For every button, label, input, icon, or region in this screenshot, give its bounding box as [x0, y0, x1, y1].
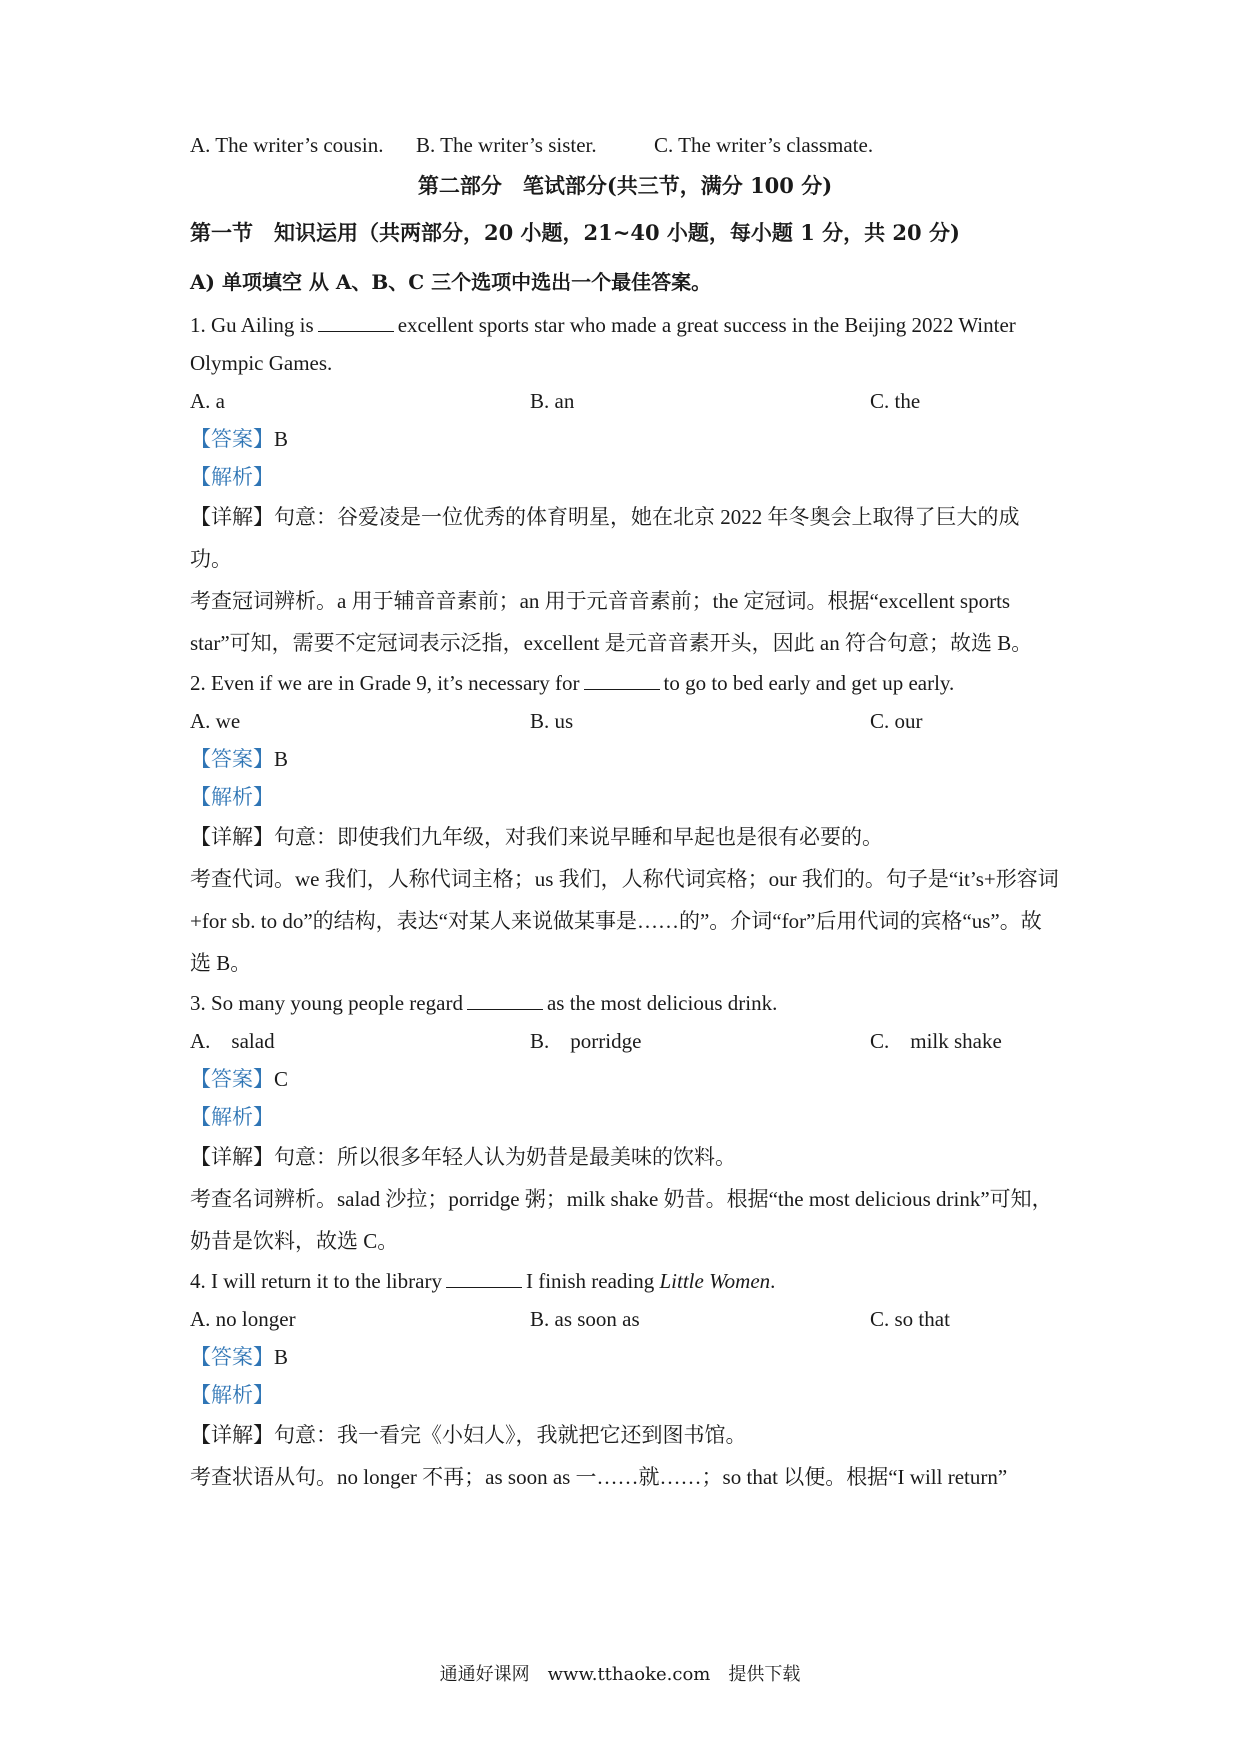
answer-value: B	[274, 747, 289, 771]
option-a: A. a	[190, 389, 225, 413]
question-options	[190, 1022, 1060, 1060]
analysis-line	[190, 458, 1060, 496]
analysis-label: 【解析】	[190, 1383, 274, 1407]
detail-paragraph: 【详解】句意：谷爱凌是一位优秀的体育明星，她在北京 2022 年冬奥会上取得了巨大的成功。	[190, 505, 1020, 571]
option-c: C. milk shake	[870, 1029, 1002, 1053]
analysis-label: 【解析】	[190, 1105, 274, 1129]
part-title: 第二部分 笔试部分(共三节，满分 100 分)	[417, 173, 833, 198]
question-options	[190, 702, 1060, 740]
answer-line	[190, 740, 1060, 778]
answer-value: B	[274, 1345, 289, 1369]
option-c: C. the	[870, 389, 921, 413]
question-stem-cont: Olympic Games.	[190, 351, 333, 375]
question-3	[190, 984, 1060, 1262]
sub-title: A) 单项填空 从 A、B、C 三个选项中选出一个最佳答案。	[190, 270, 712, 294]
answer-blank	[318, 309, 394, 332]
explain-paragraph: 考查代词。we 我们，人称代词主格；us 我们，人称代词宾格；our 我们的。句子是“it’s+形容词+for sb. to do”的结构，表达“对某人来说做某事是……的”。介词“for”后用代词的宾格“us”。故选 B。	[190, 867, 1059, 975]
explain-paragraph: 考查冠词辨析。a 用于辅音音素前；an 用于元音音素前；the 定冠词。根据“excellent sports star”可知，需要不定冠词表示泛指，excellent 是元音音素开头，因此 an 符合句意；故选 B。	[190, 589, 1033, 655]
question-options	[190, 1300, 1060, 1338]
question-1	[190, 306, 1060, 664]
option-c: C. The writer’s classmate.	[654, 133, 874, 157]
analysis-label: 【解析】	[190, 465, 274, 489]
answer-blank	[446, 1265, 522, 1288]
question-stem: 2. Even if we are in Grade 9, it’s necessary for to go to bed early and get up early.	[190, 664, 1060, 702]
option-a: A. The writer’s cousin.	[190, 133, 384, 157]
analysis-label: 【解析】	[190, 785, 274, 809]
answer-line	[190, 1060, 1060, 1098]
option-c: C. so that	[870, 1307, 950, 1331]
question-2	[190, 664, 1060, 984]
detail-label: 【详解】	[190, 1423, 274, 1447]
document-page	[190, 133, 1060, 1498]
answer-value: B	[274, 427, 289, 451]
book-title: Little Women	[659, 1269, 771, 1293]
detail-label: 【详解】	[190, 825, 274, 849]
option-b: B. The writer’s sister.	[416, 133, 597, 157]
question-stem: 3. So many young people regard as the most delicious drink.	[190, 984, 1060, 1022]
answer-label: 【答案】	[190, 1345, 274, 1369]
answer-label: 【答案】	[190, 747, 274, 771]
detail-label: 【详解】	[190, 1145, 274, 1169]
detail-paragraph: 【详解】句意：即使我们九年级，对我们来说早睡和早起也是很有必要的。	[190, 825, 883, 849]
option-b: B. as soon as	[530, 1307, 640, 1331]
question-stem: 4. I will return it to the library I finish reading Little Women.	[190, 1262, 1060, 1300]
option-b: B. an	[530, 389, 575, 413]
option-a: A. salad	[190, 1029, 275, 1053]
answer-blank	[584, 667, 660, 690]
option-c: C. our	[870, 709, 923, 733]
analysis-line	[190, 1376, 1060, 1414]
question-stem: 1. Gu Ailing is excellent sports star who made a great success in the Beijing 2022 Winter	[190, 306, 1060, 344]
detail-label: 【详解】	[190, 505, 274, 529]
prev-question-options	[190, 126, 1060, 164]
option-a: A. no longer	[190, 1307, 296, 1331]
answer-value: C	[274, 1067, 289, 1091]
question-options	[190, 382, 1060, 420]
detail-paragraph: 【详解】句意：我一看完《小妇人》，我就把它还到图书馆。	[190, 1423, 747, 1447]
answer-line	[190, 420, 1060, 458]
page-footer: 通通好课网 www.tthaoke.com 提供下载	[439, 1664, 801, 1685]
detail-paragraph: 【详解】句意：所以很多年轻人认为奶昔是最美味的饮料。	[190, 1145, 736, 1169]
option-b: B. porridge	[530, 1029, 642, 1053]
answer-blank	[467, 987, 543, 1010]
analysis-line	[190, 778, 1060, 816]
question-4	[190, 1262, 1060, 1498]
answer-label: 【答案】	[190, 1067, 274, 1091]
option-a: A. we	[190, 709, 241, 733]
answer-line	[190, 1338, 1060, 1376]
answer-label: 【答案】	[190, 427, 274, 451]
explain-paragraph: 考查状语从句。no longer 不再；as soon as 一……就……；so that 以便。根据“I will return”	[190, 1465, 1008, 1489]
analysis-line	[190, 1098, 1060, 1136]
section-title: 第一节 知识运用（共两部分，20 小题，21~40 小题，每小题 1 分，共 20 分)	[190, 220, 960, 245]
option-b: B. us	[530, 709, 574, 733]
explain-paragraph: 考查名词辨析。salad 沙拉；porridge 粥；milk shake 奶昔。根据“the most delicious drink”可知，奶昔是饮料，故选 C。	[190, 1187, 1053, 1253]
